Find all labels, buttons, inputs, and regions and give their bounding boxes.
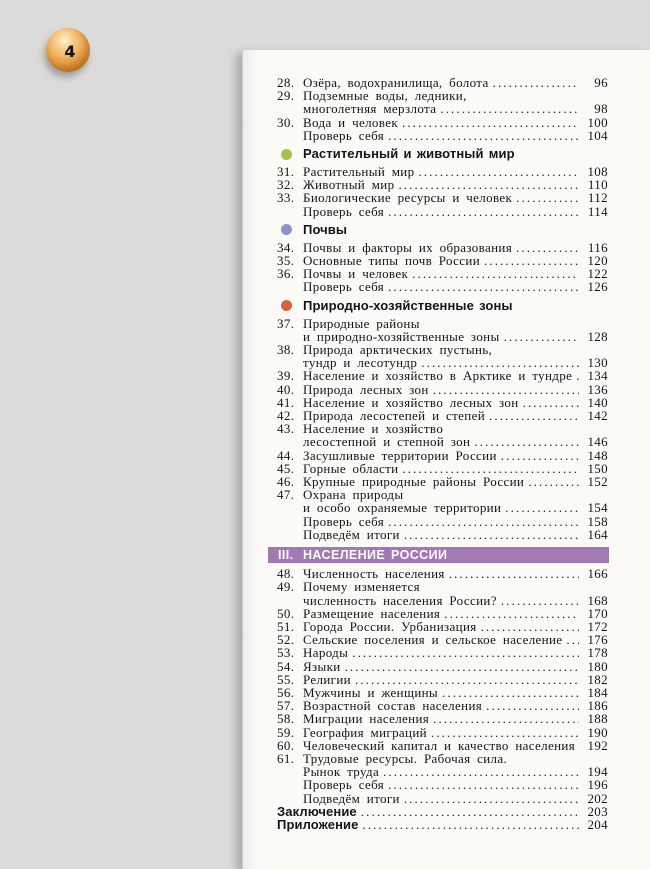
toc-row bbox=[277, 102, 608, 115]
toc-entry-title: Природа арктических пустынь, bbox=[303, 342, 493, 358]
toc-entry-title: Биологические ресурсы и человек bbox=[303, 190, 513, 206]
toc-entry-title: Население и хозяйство в Арктике и тундре bbox=[303, 368, 573, 384]
part-header-band bbox=[268, 547, 609, 563]
toc-entry-page: 202 bbox=[587, 790, 608, 806]
dot-leader bbox=[504, 330, 579, 343]
toc-entry-page: 203 bbox=[587, 803, 608, 819]
toc-entry-title: Размещение населения bbox=[303, 605, 441, 621]
dot-leader bbox=[501, 449, 579, 462]
toc-entry-title: Миграции населения bbox=[303, 711, 430, 727]
toc-entry-page: 204 bbox=[587, 816, 608, 832]
toc-entry-title: тундр и лесотундр bbox=[303, 355, 418, 371]
toc-entry-title: Засушливые территории России bbox=[303, 447, 497, 463]
toc-entry-number: 54. bbox=[277, 658, 295, 674]
toc-row bbox=[277, 528, 608, 541]
toc-entry-title: Почвы и факторы их образования bbox=[303, 239, 513, 255]
toc-entry-title: Основные типы почв России bbox=[303, 253, 481, 269]
toc-entry-title: лесостепной и степной зон bbox=[303, 434, 471, 450]
toc-entry-title: Мужчины и женщины bbox=[303, 684, 439, 700]
dot-leader bbox=[388, 129, 579, 142]
toc-entry-title: Горные области bbox=[303, 460, 399, 476]
toc-subentry-title: Подведём итоги bbox=[303, 526, 400, 542]
toc-entry-page: 196 bbox=[587, 777, 608, 793]
dot-leader bbox=[484, 254, 579, 267]
toc-entry-number: 57. bbox=[277, 698, 295, 714]
toc-entry-title: Народы bbox=[303, 645, 349, 661]
toc-entry-page: 172 bbox=[587, 618, 608, 634]
toc-entry-title: Трудовые ресурсы. Рабочая сила. bbox=[303, 750, 508, 766]
dot-leader bbox=[345, 660, 579, 673]
dot-leader bbox=[388, 515, 579, 528]
toc-entry-number: 42. bbox=[277, 408, 295, 424]
toc-entry-number: 34. bbox=[277, 239, 295, 255]
toc-entry-number: 60. bbox=[277, 737, 295, 753]
toc-entry-page: 120 bbox=[587, 253, 608, 269]
toc-entry-page: 178 bbox=[587, 645, 608, 661]
dot-leader bbox=[404, 528, 579, 541]
toc-entry-number: 43. bbox=[277, 421, 295, 437]
toc-entry-title: Города России. Урбанизация bbox=[303, 618, 477, 634]
section-header-label: Растительный и животный мир bbox=[303, 146, 515, 162]
section-bullet-cell bbox=[277, 224, 303, 235]
toc-entry-number: 56. bbox=[277, 684, 295, 700]
toc-entry-page: 130 bbox=[587, 355, 608, 371]
toc-row bbox=[277, 726, 608, 739]
toc-entry-page: 154 bbox=[587, 500, 608, 516]
toc-entry-number: 36. bbox=[277, 266, 295, 282]
toc-subentry-title: Проверь себя bbox=[303, 279, 385, 295]
toc-row bbox=[277, 660, 608, 673]
toc-entry-title: численность населения России? bbox=[303, 592, 497, 608]
toc-row bbox=[277, 369, 608, 382]
dot-leader bbox=[440, 102, 579, 115]
toc-entry-number: 49. bbox=[277, 579, 295, 595]
toc-row bbox=[277, 223, 608, 237]
toc-row bbox=[277, 299, 608, 313]
toc-entry-page: 136 bbox=[587, 381, 608, 397]
toc-entry-page: 188 bbox=[587, 711, 608, 727]
toc-entry-number: 51. bbox=[277, 618, 295, 634]
dot-leader bbox=[361, 805, 579, 818]
toc-entry-page: 186 bbox=[587, 698, 608, 714]
toc-row bbox=[277, 739, 608, 752]
toc-entry-title: Озёра, водохранилища, болота bbox=[303, 75, 489, 90]
toc-entry-page: 142 bbox=[587, 408, 608, 424]
toc-entry-number: 48. bbox=[277, 566, 295, 582]
toc-row bbox=[277, 515, 608, 528]
toc-row bbox=[277, 778, 608, 791]
toc-row bbox=[277, 594, 608, 607]
toc-entry-page: 110 bbox=[587, 177, 608, 193]
toc-entry-title: и природно-хозяйственные зоны bbox=[303, 328, 500, 344]
toc-entry-title: Вода и человек bbox=[303, 114, 398, 130]
toc-row bbox=[277, 646, 608, 659]
toc-entry-title: многолетняя мерзлота bbox=[303, 101, 437, 117]
toc-row bbox=[277, 501, 608, 514]
toc-entry-page: 108 bbox=[587, 164, 608, 180]
toc-entry-number: 40. bbox=[277, 381, 295, 397]
toc-entry-number: 33. bbox=[277, 190, 295, 206]
dot-leader bbox=[352, 646, 579, 659]
toc-row bbox=[277, 129, 608, 142]
dot-leader bbox=[418, 165, 579, 178]
toc-subentry-title: Подведём итоги bbox=[303, 790, 400, 806]
dot-leader bbox=[489, 409, 579, 422]
toc-entry-page: 104 bbox=[587, 127, 608, 143]
dot-leader bbox=[444, 607, 579, 620]
dot-leader bbox=[493, 76, 579, 89]
dot-leader bbox=[523, 396, 579, 409]
toc-entry-title: Сельские поселения и сельское население bbox=[303, 632, 563, 648]
toc-row bbox=[277, 712, 608, 725]
toc-entry-title: Численность населения bbox=[303, 566, 445, 582]
toc-entry-number: 28. bbox=[277, 75, 295, 90]
dot-leader bbox=[516, 191, 579, 204]
section-header-label: Природно-хозяйственные зоны bbox=[303, 297, 513, 313]
toc-entry-page: 140 bbox=[587, 394, 608, 410]
toc-entry-number: 39. bbox=[277, 368, 295, 384]
dot-leader bbox=[383, 765, 579, 778]
toc-entry-title: Языки bbox=[303, 658, 341, 674]
toc-entry-number: 52. bbox=[277, 632, 295, 648]
toc-entry-title: и особо охраняемые территории bbox=[303, 500, 502, 516]
dot-leader bbox=[449, 567, 579, 580]
dot-leader bbox=[528, 475, 579, 488]
toc-row bbox=[277, 191, 608, 204]
toc-row bbox=[277, 205, 608, 218]
toc-entry-number: 59. bbox=[277, 724, 295, 740]
toc-row bbox=[277, 449, 608, 462]
toc-row bbox=[277, 383, 608, 396]
toc-entry-number: 61. bbox=[277, 750, 295, 766]
dot-leader bbox=[486, 699, 579, 712]
toc-entry-page: 148 bbox=[587, 447, 608, 463]
toc-entry-title: Охрана природы bbox=[303, 487, 404, 503]
toc-entry-page: 158 bbox=[587, 513, 608, 529]
toc-entry-page: 152 bbox=[587, 474, 608, 490]
toc-row bbox=[277, 673, 608, 686]
toc-entry-title: Рынок труда bbox=[303, 764, 380, 780]
toc-entry-title: Религии bbox=[303, 671, 351, 687]
toc-entry-page: 112 bbox=[587, 190, 608, 206]
toc-row bbox=[277, 147, 608, 161]
toc-entry-page: 180 bbox=[587, 658, 608, 674]
dot-leader bbox=[433, 712, 579, 725]
toc-entry-title: Почему изменяется bbox=[303, 579, 420, 595]
toc-entry-page: 166 bbox=[587, 566, 608, 582]
dot-leader bbox=[501, 594, 579, 607]
backmatter-title: Заключение bbox=[277, 803, 357, 819]
toc-row bbox=[277, 805, 608, 818]
toc-row bbox=[277, 607, 608, 620]
section-bullet-icon bbox=[281, 149, 292, 160]
toc-entry-page: 194 bbox=[587, 764, 608, 780]
part-numeral: III. bbox=[278, 548, 294, 563]
toc-subentry-title: Проверь себя bbox=[303, 203, 385, 219]
toc-row bbox=[277, 317, 608, 330]
toc-entry-number: 35. bbox=[277, 253, 295, 269]
toc-entry-number: 38. bbox=[277, 342, 295, 358]
toc-entry-page: 168 bbox=[587, 592, 608, 608]
toc-entry-number: 55. bbox=[277, 671, 295, 687]
toc-entry-page: 164 bbox=[587, 526, 608, 542]
toc-entry-page: 128 bbox=[587, 328, 608, 344]
toc-entry-page: 126 bbox=[587, 279, 608, 295]
toc-entry-title: Человеческий капитал и качество населения bbox=[303, 737, 576, 753]
dot-leader bbox=[412, 267, 579, 280]
toc-entry-page: 122 bbox=[587, 266, 608, 282]
toc-entry-number: 46. bbox=[277, 474, 295, 490]
toc-entry-title: Подземные воды, ледники, bbox=[303, 88, 467, 104]
toc-entry-number: 44. bbox=[277, 447, 295, 463]
dot-leader bbox=[362, 818, 579, 831]
dot-leader bbox=[576, 369, 579, 382]
section-header-label: Почвы bbox=[303, 221, 348, 237]
toc-entry-title: Возрастной состав населения bbox=[303, 698, 483, 714]
dot-leader bbox=[431, 726, 579, 739]
toc-entry-title: Население и хозяйство лесных зон bbox=[303, 394, 519, 410]
toc-entry-title: Население и хозяйство bbox=[303, 421, 444, 437]
toc-entry-title: География миграций bbox=[303, 724, 427, 740]
toc-entry-title: Почвы и человек bbox=[303, 266, 409, 282]
page-number-badge bbox=[46, 28, 90, 72]
page-number: 4 bbox=[64, 41, 76, 61]
toc-row bbox=[277, 280, 608, 293]
toc-entry-title: Природные районы bbox=[303, 315, 420, 331]
section-bullet-cell bbox=[277, 300, 303, 311]
toc-entry-page: 184 bbox=[587, 684, 608, 700]
toc-entry-number: 41. bbox=[277, 394, 295, 410]
dot-leader bbox=[505, 501, 579, 514]
toc-list bbox=[277, 76, 608, 831]
toc-subentry-title: Проверь себя bbox=[303, 777, 385, 793]
dot-leader bbox=[402, 116, 579, 129]
toc-entry-number: 31. bbox=[277, 164, 295, 180]
toc-entry-title: Природа лесостепей и степей bbox=[303, 408, 485, 424]
toc-entry-number: 37. bbox=[277, 315, 295, 331]
section-bullet-icon bbox=[281, 224, 292, 235]
section-bullet-icon bbox=[281, 300, 292, 311]
dot-leader bbox=[433, 383, 579, 396]
toc-entry-number: 53. bbox=[277, 645, 295, 661]
section-bullet-cell bbox=[277, 149, 303, 160]
dot-leader bbox=[388, 778, 579, 791]
toc-row bbox=[277, 580, 608, 593]
toc-entry-page: 116 bbox=[587, 239, 608, 255]
toc-entry-page: 176 bbox=[587, 632, 608, 648]
toc-entry-page: 170 bbox=[587, 605, 608, 621]
toc-entry-page: 150 bbox=[587, 460, 608, 476]
toc-entry-title: Растительный мир bbox=[303, 164, 415, 180]
toc-entry-page: 114 bbox=[587, 203, 608, 219]
toc-entry-number: 45. bbox=[277, 460, 295, 476]
dot-leader bbox=[388, 280, 579, 293]
toc-row bbox=[277, 792, 608, 805]
toc-entry-number: 47. bbox=[277, 487, 295, 503]
dot-leader bbox=[516, 241, 579, 254]
toc-entry-page: 192 bbox=[587, 737, 609, 753]
toc-entry-page: 134 bbox=[587, 368, 608, 384]
toc-subentry-title: Проверь себя bbox=[303, 513, 385, 529]
toc-entry-number: 32. bbox=[277, 177, 295, 193]
dot-leader bbox=[474, 435, 579, 448]
toc-entry-title: Крупные природные районы России bbox=[303, 474, 525, 490]
toc-entry-number: 30. bbox=[277, 114, 295, 130]
toc-entry-number: 29. bbox=[277, 88, 295, 104]
toc-entry-page: 98 bbox=[594, 101, 608, 117]
toc-entry-page: 190 bbox=[587, 724, 608, 740]
part-title: НАСЕЛЕНИЕ РОССИИ bbox=[303, 548, 448, 563]
toc-entry-page: 146 bbox=[587, 434, 608, 450]
toc-entry-page: 96 bbox=[594, 75, 608, 90]
book-page bbox=[242, 50, 650, 869]
toc-row bbox=[277, 116, 608, 129]
toc-row bbox=[277, 818, 608, 831]
dot-leader bbox=[388, 205, 579, 218]
toc-entry-page: 182 bbox=[587, 671, 608, 687]
toc-entry-title: Животный мир bbox=[303, 177, 395, 193]
toc-entry-number: 58. bbox=[277, 711, 295, 727]
backmatter-title: Приложение bbox=[277, 816, 359, 832]
toc-subentry-title: Проверь себя bbox=[303, 127, 385, 143]
toc-entry-number: 50. bbox=[277, 605, 295, 621]
toc-entry-page: 100 bbox=[587, 114, 608, 130]
dot-leader bbox=[566, 633, 579, 646]
dot-leader bbox=[355, 673, 579, 686]
toc-row bbox=[277, 435, 608, 448]
dot-leader bbox=[404, 792, 579, 805]
toc-entry-title: Природа лесных зон bbox=[303, 381, 429, 397]
